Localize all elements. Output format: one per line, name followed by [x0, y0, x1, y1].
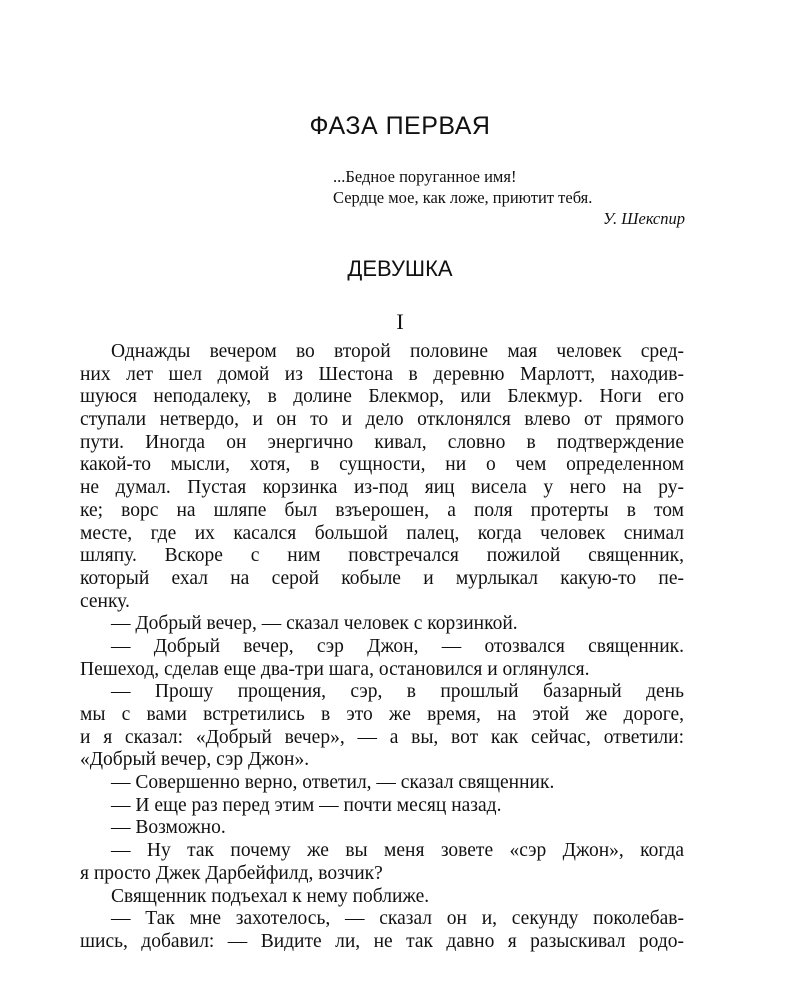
text-line: не думал. Пустая корзинка из-под яиц висела у него на ру-: [80, 477, 684, 499]
text-line: — И еще раз перед этим — почти месяц назад.: [111, 794, 502, 816]
text-line: ступали нетвердо, и он то и дело отклонялся влево от прямого: [80, 409, 684, 431]
text-line: — Так мне захотелось, — сказал он и, секунду поколебав-: [111, 908, 684, 930]
part-title: ФАЗА ПЕРВАЯ: [309, 112, 491, 140]
text-line: ке; ворс на шляпе был взъерошен, а поля протерты в том: [80, 499, 684, 521]
text-line: Священник подъехал к нему поближе.: [111, 885, 430, 907]
epigraph-author: У. Шекспир: [602, 209, 685, 228]
text-line: и я сказал: «Добрый вечер», — а вы, вот как сейчас, ответили:: [80, 726, 684, 748]
section-number: I: [396, 309, 404, 334]
text-line: месте, где их касался большой палец, когда человек снимал: [80, 522, 684, 544]
epigraph-line: ...Бедное поруганное имя!: [333, 167, 517, 186]
text-line: — Ну так почему же вы меня зовете «сэр Джон», когда: [111, 840, 684, 862]
epigraph-line: Сердце мое, как ложе, приютит тебя.: [333, 188, 593, 207]
text-line: — Прошу прощения, сэр, в прошлый базарный день: [111, 681, 684, 703]
body-text: [80, 341, 684, 954]
chapter-title: ДЕВУШКА: [347, 256, 453, 281]
text-line: — Совершенно верно, ответил, — сказал священник.: [111, 772, 555, 794]
text-line: «Добрый вечер, сэр Джон».: [80, 749, 310, 771]
text-line: — Возможно.: [111, 817, 226, 839]
text-line: шись, добавил: — Видите ли, не так давно я разыскивал родо-: [80, 930, 684, 952]
text-line: — Добрый вечер, сэр Джон, — отозвался священник.: [111, 635, 684, 657]
text-line: Пешеход, сделав еще два-три шага, остановился и оглянулся.: [80, 658, 590, 680]
text-line: пути. Иногда он энергично кивал, словно в подтверждение: [80, 431, 684, 453]
epigraph: [333, 166, 685, 229]
text-line: какой-то мысли, хотя, в сущности, ни о чем определенном: [80, 454, 684, 476]
text-line: который ехал на серой кобыле и мурлыкал какую-то пе-: [80, 567, 684, 589]
text-line: сенку.: [80, 590, 130, 612]
text-line: я просто Джек Дарбейфилд, возчик?: [80, 862, 383, 884]
text-line: шуюся неподалеку, в долине Блекмор, или Блекмур. Ноги его: [80, 386, 684, 408]
text-line: — Добрый вечер, — сказал человек с корзинкой.: [111, 613, 518, 635]
text-line: шляпу. Вскоре с ним повстречался пожилой священник,: [80, 545, 684, 567]
text-line: них лет шел домой из Шестона в деревню Марлотт, находив-: [80, 363, 684, 385]
text-line: мы с вами встретились в это же время, на этой же дороге,: [80, 704, 684, 725]
text-line: Однажды вечером во второй половине мая человек сред-: [111, 341, 684, 362]
